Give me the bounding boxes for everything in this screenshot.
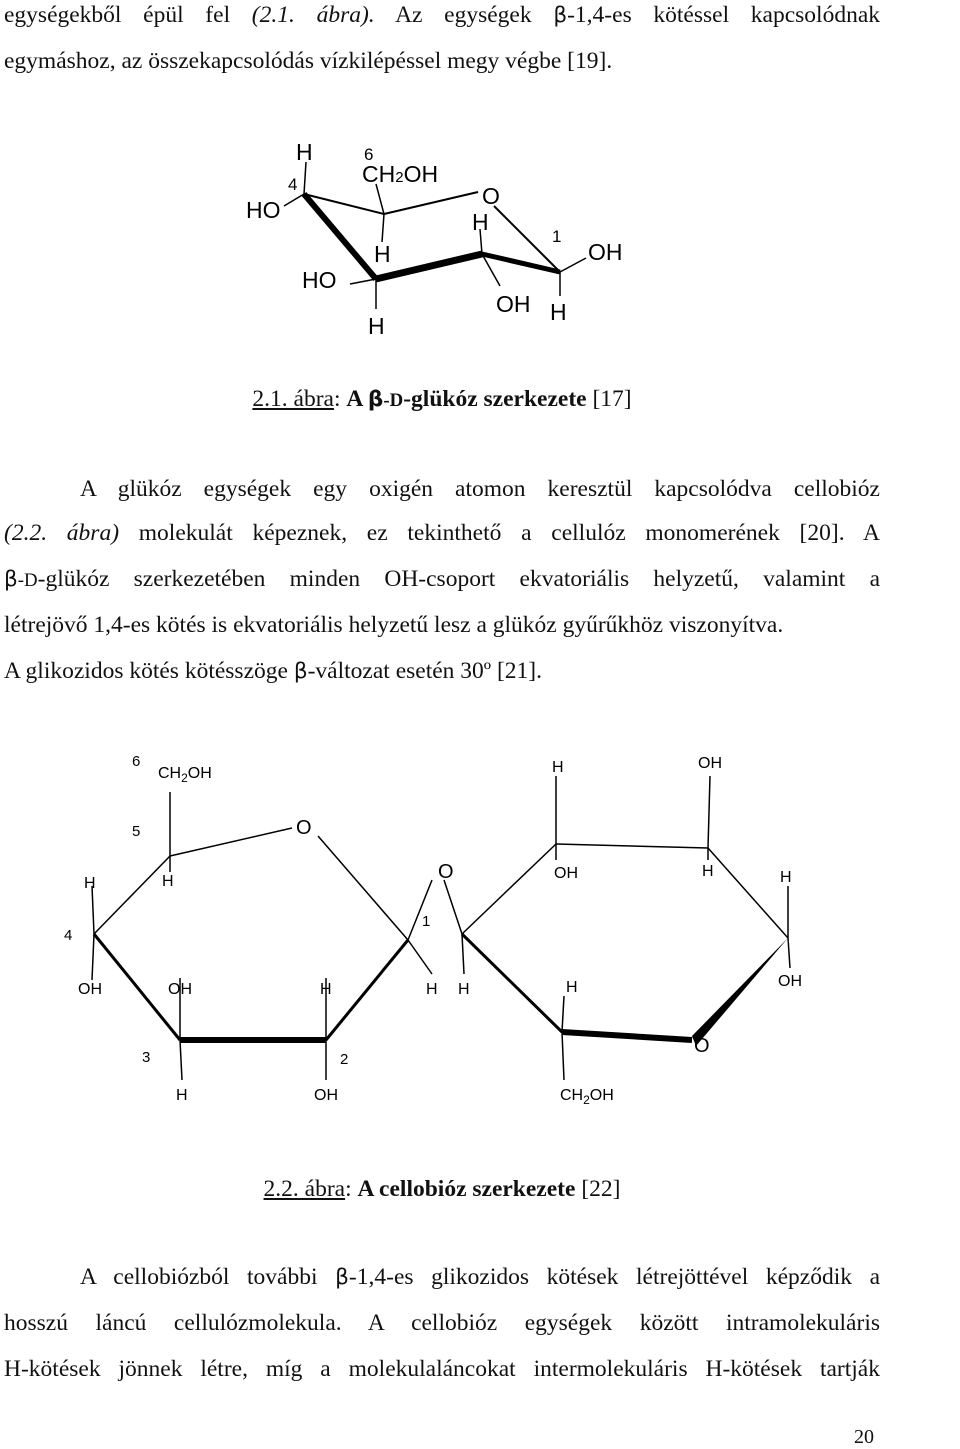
label-ring-oxygen: O [296,817,312,839]
label-carbon-1: 1 [552,227,562,246]
figure-cellobiose-structure [60,744,820,1124]
bond-c2-c1 [482,254,560,272]
label-carbon-3: 3 [142,1049,151,1066]
label-oh: OH [698,755,722,772]
label-h: H [426,981,438,998]
bond [180,1040,182,1080]
text: A cellobiózból további [80,1264,318,1290]
beta-symbol: β [4,567,18,592]
bond [326,940,408,1040]
oh: OH [589,1087,614,1104]
ch: CH [560,1087,584,1104]
para2-line-2 [4,518,880,548]
bond-c3-c2 [376,254,482,279]
para3-line-1 [80,1262,880,1293]
text: Az egységek [395,2,532,28]
caption-rest: -glükóz szerkezete [403,386,587,412]
bond [708,776,710,848]
text: -változat esetén 30º [21]. [307,658,542,684]
caption-a: A [346,386,363,412]
caption-sep: : [345,1176,352,1202]
text: hosszú láncú cellulózmolekula. A cellobióz egységek között intramolekuláris [4,1310,880,1336]
label-carbon-2: 2 [340,1051,349,1068]
bond [318,836,408,940]
label-h: H [780,869,792,886]
label-h: H [176,1087,188,1104]
bond [170,828,292,856]
bond-c5-ch2oh [376,184,384,214]
oh: OH [403,161,439,187]
label-oh: OH [314,1087,338,1104]
text: A glikozidos kötés kötésszöge [4,658,288,684]
figure-reference: (2.1. ábra). [251,2,375,28]
cellobiose-diagram [60,744,820,1124]
wedge-bond [692,938,788,1046]
ch: CH [158,765,182,782]
body-line-2 [4,46,880,76]
bond [408,880,432,940]
bond [92,886,94,934]
label-bridge-oxygen: O [438,861,454,883]
label-h: H [472,209,489,235]
bond-c1-oh [560,258,586,272]
bond [462,934,464,974]
para2-line-3 [4,564,880,596]
label-carbon-1: 1 [422,913,431,930]
label-h: H [702,863,714,880]
ch: CH [362,161,396,187]
label-oh: OH [588,239,623,265]
label-h: H [368,313,385,339]
caption-title: A cellobióz szerkezete [357,1176,576,1202]
label-h: H [552,759,564,776]
bond-c4-h [304,162,306,194]
label-carbon-4: 4 [288,175,298,194]
label-ring-oxygen: O [482,183,500,209]
bond [708,848,788,938]
d-symbol: -D [17,570,38,591]
label-carbon-6: 6 [364,145,374,164]
bond [462,934,562,1032]
text: egységekből épül fel [4,2,231,28]
bond [788,938,790,968]
caption-sep: : [333,386,341,412]
label-oh: OH [778,973,802,990]
oh: OH [187,765,212,782]
para3-line-3 [4,1354,880,1384]
beta-symbol: β [553,3,568,28]
bond [556,844,708,848]
label-h: H [374,241,391,267]
para3-line-2 [4,1308,880,1338]
caption-title [346,386,586,412]
figure-2-caption [4,1174,880,1204]
bond-c3-oh [350,279,376,284]
label-h: H [550,299,567,325]
para2-line-5 [4,656,880,687]
label-h: H [84,875,96,892]
figure-glucose-structure [246,124,960,360]
page-number: 20 [854,1426,874,1448]
label-ch2oh [362,161,438,187]
bond [94,856,170,934]
sub-2: 2 [395,169,404,186]
label-carbon-5: 5 [132,823,141,840]
label-ch2oh [158,765,212,785]
caption-number: 2.1. ábra [252,386,334,412]
para2-line-4 [4,610,880,640]
sub-2: 2 [583,1093,590,1107]
label-h: H [458,981,470,998]
bond-c5-h [382,214,384,242]
sub-2: 2 [181,771,188,785]
label-oh: OH [496,291,531,317]
caption-number: 2.2. ábra [263,1176,346,1202]
text: egymáshoz, az összekapcsolódás vízkilépéssel megy végbe [19]. [4,48,613,74]
beta-symbol: β [335,1265,349,1290]
label-carbon-4: 4 [64,927,73,944]
text: molekulát képeznek, ez tekinthető a cellulóz monomerének [20]. A [138,520,880,546]
bond [408,940,432,974]
label-carbon-6: 6 [132,753,141,770]
label-oh: OH [78,981,102,998]
glucose-diagram [246,124,960,360]
beta-symbol: β [293,659,308,684]
label-ho: HO [302,267,337,293]
para2-line-1 [80,474,880,504]
bond-c5-o [384,192,478,214]
bond [562,1032,692,1040]
figure-reference: (2.2. ábra) [4,520,120,546]
bond [92,934,94,980]
label-h: H [162,873,174,890]
bond-c4-oh [284,194,304,206]
text: létrejövő 1,4-es kötés is ekvatoriális helyzetű lesz a glükóz gyűrűkhöz viszonyítva. [4,612,784,638]
caption-ref: [22] [581,1176,621,1202]
d-symbol: -D [383,390,404,411]
bond [462,844,556,934]
caption-ref: [17] [592,386,632,412]
label-h: H [566,979,578,996]
figure-1-caption [4,384,880,416]
label-h: H [320,981,332,998]
bond [562,996,564,1032]
text: H-kötések jönnek létre, míg a molekulaláncokat intermolekuláris H-kötések tartják [4,1356,880,1382]
label-oh: OH [554,865,578,882]
bond [444,880,462,934]
label-ch2oh [560,1087,614,1107]
label-h: H [296,139,313,165]
text: -1,4-es glikozidos kötések létrejöttével képződik a [348,1264,881,1290]
beta-symbol: β [367,387,384,412]
label-ho: HO [246,197,281,223]
bond [562,1032,564,1080]
label-oh: OH [168,981,192,998]
label-ring-oxygen: O [694,1035,710,1057]
text: -1,4-es kötéssel kapcsolódnak [567,2,881,28]
text: A glükóz egységek egy oxigén atomon keresztül kapcsolódva cellobióz [80,476,880,502]
text: -glükóz szerkezetében minden OH-csoport ekvatoriális helyzetű, valamint a [37,566,880,592]
body-line-1 [4,0,880,31]
